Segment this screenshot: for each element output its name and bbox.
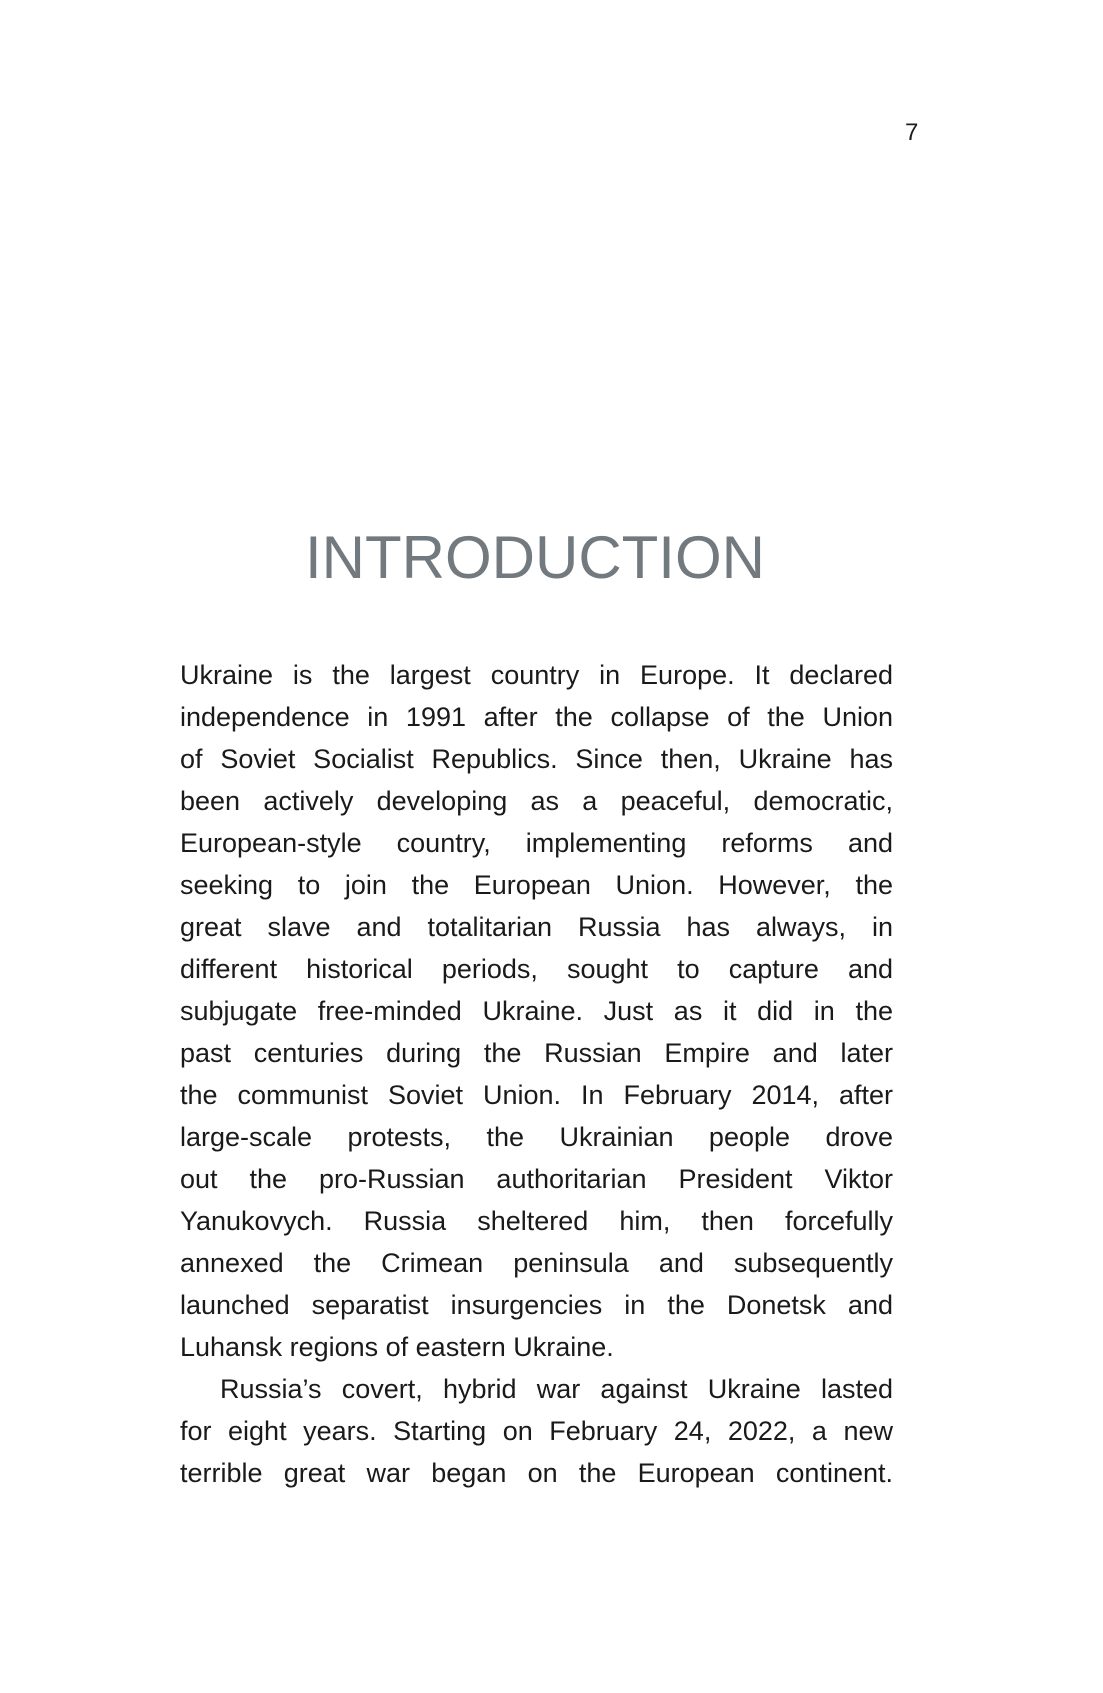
text-line: Russia’s covert, hybrid war against Ukraine lasted bbox=[220, 1374, 893, 1404]
page-number: 7 bbox=[905, 119, 919, 146]
text-line: been actively developing as a peaceful, democratic, bbox=[180, 786, 893, 816]
paragraph-2 bbox=[180, 1368, 893, 1494]
text-line: out the pro-Russian authoritarian President Viktor bbox=[180, 1164, 893, 1194]
text-line: subjugate free-minded Ukraine. Just as it did in the bbox=[180, 996, 893, 1026]
text-line: launched separatist insurgencies in the Donetsk and bbox=[180, 1290, 893, 1320]
text-line: past centuries during the Russian Empire and later bbox=[180, 1038, 893, 1068]
text-line: annexed the Crimean peninsula and subsequently bbox=[180, 1248, 893, 1278]
text-line: great slave and totalitarian Russia has always, in bbox=[180, 912, 893, 942]
text-line: different historical periods, sought to capture and bbox=[180, 954, 893, 984]
text-line: of Soviet Socialist Republics. Since then, Ukraine has bbox=[180, 744, 893, 774]
text-line: Ukraine is the largest country in Europe. It declared bbox=[180, 660, 893, 690]
text-line: Luhansk regions of eastern Ukraine. bbox=[180, 1332, 614, 1362]
text-line: the communist Soviet Union. In February 2014, after bbox=[180, 1080, 893, 1110]
text-line: seeking to join the European Union. However, the bbox=[180, 870, 893, 900]
body-text bbox=[180, 654, 893, 1494]
text-line: European-style country, implementing reforms and bbox=[180, 828, 893, 858]
text-line: large-scale protests, the Ukrainian people drove bbox=[180, 1122, 893, 1152]
text-line: for eight years. Starting on February 24, 2022, a new bbox=[180, 1416, 893, 1446]
chapter-title: INTRODUCTION bbox=[305, 524, 765, 591]
text-line: terrible great war began on the European continent. bbox=[180, 1458, 893, 1488]
text-line: independence in 1991 after the collapse of the Union bbox=[180, 702, 893, 732]
text-line: Yanukovych. Russia sheltered him, then forcefully bbox=[180, 1206, 893, 1236]
paragraph-1 bbox=[180, 654, 893, 1368]
